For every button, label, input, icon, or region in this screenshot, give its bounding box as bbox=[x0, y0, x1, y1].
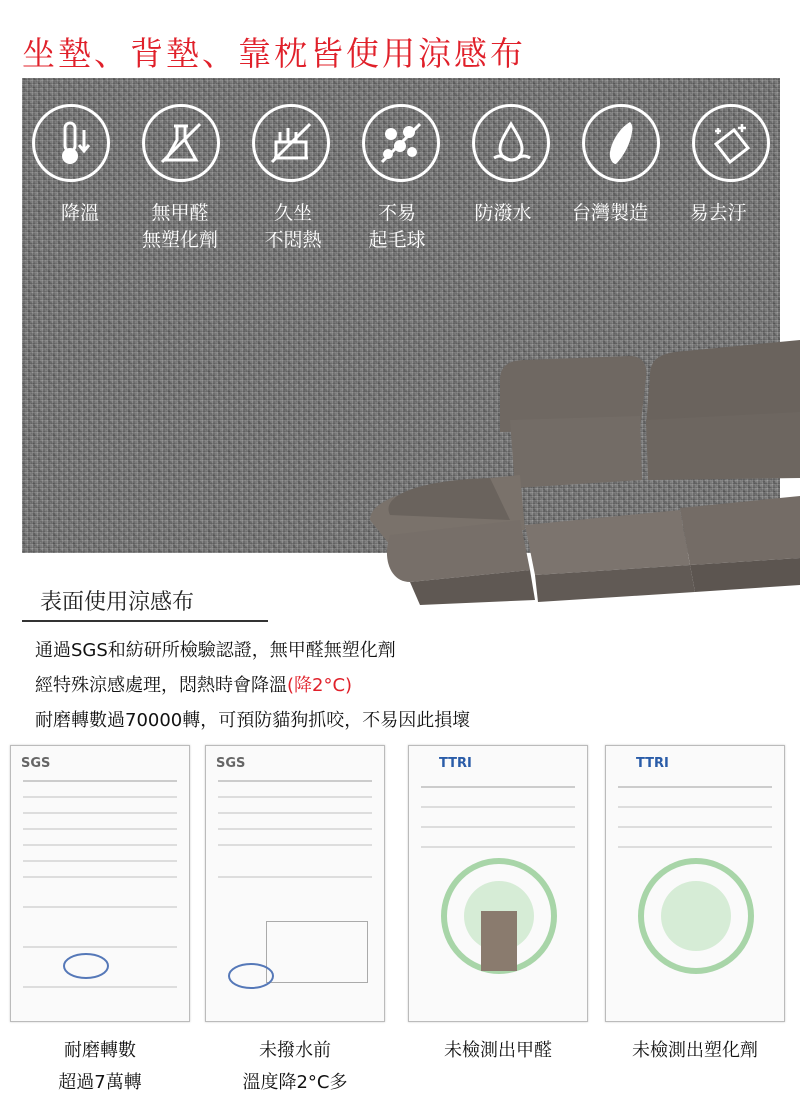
certificate-sgs-abrasion bbox=[10, 745, 190, 1022]
feature-label-no-stuffy: 久坐 不悶熱 bbox=[264, 202, 322, 251]
certificate-sgs-cooling bbox=[205, 745, 385, 1022]
cooling-highlight: (降2°C) bbox=[287, 675, 353, 696]
sgs-logo: SGS bbox=[216, 756, 246, 771]
feature-label-no-pilling: 不易 起毛球 bbox=[368, 202, 426, 251]
section-underline bbox=[22, 620, 268, 622]
thermometer-icon bbox=[32, 104, 110, 182]
certificate-ttri-plasticizer bbox=[605, 745, 785, 1022]
results-table bbox=[266, 921, 368, 983]
certificate-ttri-formaldehyde bbox=[408, 745, 588, 1022]
section-heading: 表面使用涼感布 bbox=[40, 590, 195, 615]
water-drop-icon bbox=[472, 104, 550, 182]
no-formaldehyde-icon bbox=[142, 104, 220, 182]
feature-label-made-in-taiwan: 台灣製造 bbox=[571, 202, 648, 224]
caption-plasticizer: 未檢測出塑化劑 bbox=[632, 1040, 758, 1061]
taiwan-icon bbox=[582, 104, 660, 182]
description-line-2-text: 經特殊涼感處理，悶熱時會降溫 bbox=[35, 675, 287, 696]
ttri-logo: TTRI bbox=[636, 756, 669, 771]
ttri-logo: TTRI bbox=[439, 756, 472, 771]
description-line-3: 耐磨轉數過70000轉，可預防貓狗抓咬，不易因此損壞 bbox=[35, 710, 471, 731]
description-line-2 bbox=[35, 671, 352, 697]
fabric-sample-image bbox=[481, 911, 517, 971]
sparkle-clean-icon bbox=[692, 104, 770, 182]
caption-formaldehyde: 未檢測出甲醛 bbox=[444, 1040, 552, 1061]
no-pilling-icon bbox=[362, 104, 440, 182]
feature-label-no-formaldehyde: 無甲醛 無塑化劑 bbox=[141, 202, 218, 251]
feature-label-easy-clean: 易去汙 bbox=[689, 202, 747, 224]
sgs-logo: SGS bbox=[21, 756, 51, 771]
stamp-icon bbox=[61, 951, 111, 981]
watermark-seal-icon bbox=[636, 856, 756, 976]
feature-label-water-repellent: 防潑水 bbox=[474, 202, 532, 224]
feature-label-cooling: 降溫 bbox=[60, 202, 99, 224]
caption-cooling: 未撥水前 溫度降2°C多 bbox=[242, 1040, 348, 1093]
page-title: 坐墊、背墊、靠枕皆使用涼感布 bbox=[22, 34, 526, 73]
description-line-1: 通過SGS和紡研所檢驗認證，無甲醛無塑化劑 bbox=[35, 640, 396, 661]
caption-abrasion: 耐磨轉數 超過7萬轉 bbox=[58, 1040, 142, 1093]
stamp-icon bbox=[226, 961, 276, 991]
sofa-image bbox=[350, 320, 800, 610]
no-stuffy-icon bbox=[252, 104, 330, 182]
